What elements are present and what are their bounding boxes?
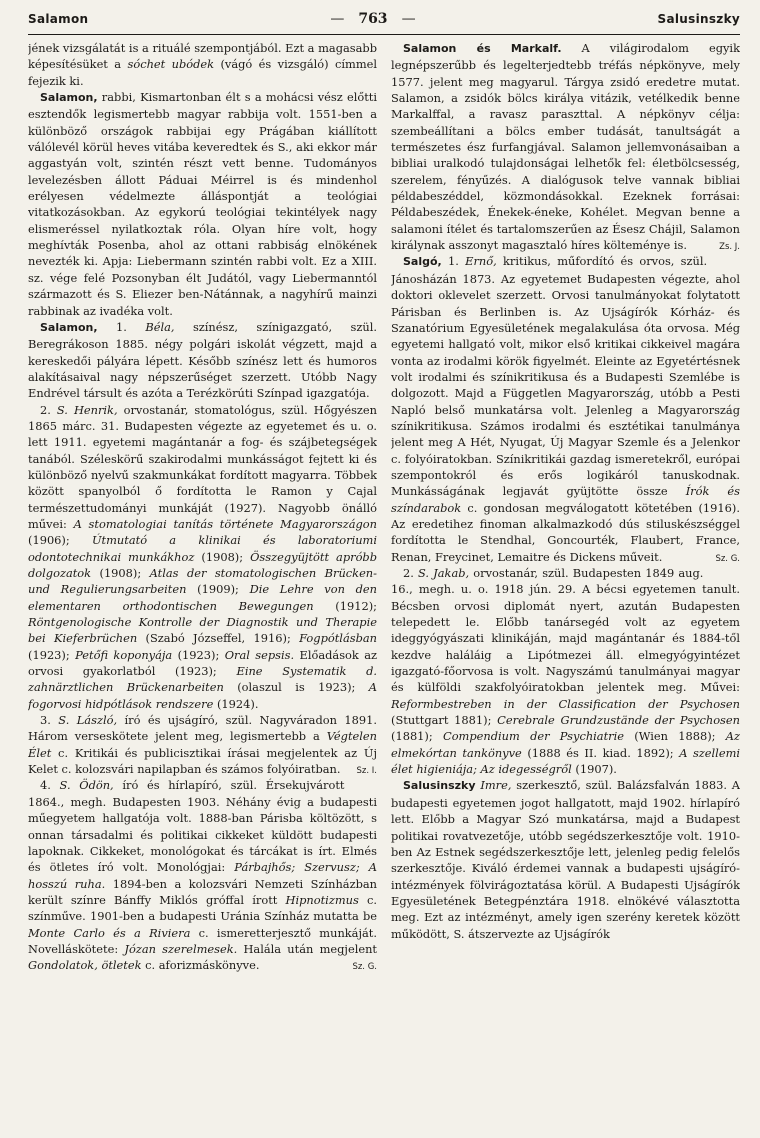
body-text: író és hírlapíró, szül. Érsekujvárott 1864., megh. Budapesten 1903. Néhány évig a budapesti műegyetem hallgatója volt. 1888-ban Párisba költözött, s onnan társadalmi és politikai cikkeket küldött budapesti lapoknak. Cikkeket, monológokat és tárcákat is írt. Elmés és ötletes író volt. Monológjai:	[28, 778, 377, 875]
body-text: 1.	[97, 319, 146, 334]
body-text: (1912);	[313, 598, 377, 613]
italic-title: Az elmekórtan tankönyve	[391, 729, 740, 760]
body-text: orvostanár, szül. Budapesten 1849 aug. 16., megh. u. o. 1918 jún. 29. A bécsi egyetemen tanult. Bécsben orvosi diplomát nyert, azután Budapesten telepedett le. Előbb tanársegéd volt az egyetem ideggyógyászati klinikáján, majd magántanár és 1884-től kezdve haláláig a Lipótmezei áll. elmegyógyintézet igazgató-főorvosa is volt. Nagyszámú tanulmányai magyar és külföldi szakfolyóiratokban jelentek meg. Művei:	[391, 566, 740, 695]
text-paragraph	[28, 40, 377, 89]
italic-title: Die Lehre von den elementaren orthodontischen Bewegungen	[28, 582, 377, 613]
body-text: (1907).	[571, 762, 617, 777]
italic-title: Összegyüjtött apróbb dolgozatok	[28, 549, 377, 580]
text-paragraph	[28, 712, 377, 777]
body-text: szerkesztő, szül. Balázsfalván 1883. A budapesti egyetemen jogot hallgatott, majd 1902. hírlapíró lett. Előbb a Magyar Szó munkatársa, majd a Budapest politikai rovatvezetője, utóbb segédszerkesztője volt. 1910-ben Az Estnek segédszerkesztője lett, jelenleg pedig felelős szerkesztője. Kiváló érdemei vannak a budapesti ujságíró-intézmények fölvirágoztatása körül. A Budapesti Ujságírók Egyesületének Betegpénztára 1918. elnökévé választotta meg. Ezt az intézményt, amely igen szerény keretek között működött, S. átszervezte az Ujságírók	[391, 778, 740, 941]
italic-title: A szellemi élet higieniája; Az idegességről	[391, 745, 740, 777]
entry-headword: Salgó,	[403, 255, 442, 269]
italic-title: Gondolatok, ötletek	[28, 958, 142, 973]
body-text: kritikus, műfordító és orvos, szül. Jánosházán 1873. Az egyetemet Budapesten végezte, ahol doktori oklevelet szerzett. Orvosi tanulmányokat folytatott Párisban és Berlinben is. Az Ujságírók Kórház- és Szanatórium Egyesületének megalakulása óta orvosa. Még egyetemi hallgató volt, mikor első kritikai cikkeivel magára vonta az irodalmi körök figyelmét. Eleinte az Egyetértésnek volt irodalmi és színikritikusa és a Budapesti Szemlébe is dolgozott. Majd a Független Magyarország, utóbb a Pesti Napló belső munkatársa volt. Jelenleg a Magyarország színikritikusa. Számos irodalmi és esztétikai tanulmánya jelent meg A Hét, Nyugat, Új Magyar Szemle és a Jelenkor c. folyóiratokban. Színikritikái gazdag ismeretekről, európai szempontokról és erős logikáról tanuskodnak. Munkásságának legjavát gyüjtötte össze	[391, 254, 740, 499]
body-text: c. színműve. 1901-ben a budapesti Uránia Színház mutatta be	[28, 892, 377, 924]
body-text: író és ujságíró, szül. Nagyváradon 1891. Három verseskötete jelent meg, legismertebb a	[28, 713, 377, 744]
body-text: (Wien 1888);	[624, 729, 726, 744]
italic-title: Józan szerelmesek.	[124, 941, 238, 956]
body-text: (1909);	[186, 582, 250, 597]
entry-paragraph	[28, 89, 377, 319]
body-text: c. aforizmáskönyve.	[141, 958, 260, 973]
body-text: színész, színigazgató, szül. Beregrákoson 1885. négy polgári iskolát végzett, majd a kereskedői pályára lépett. Később színész lett és humoros alakításaival nagy népszerűséget szerzett. Utóbb Nagy Endrével társult és azóta a Terézkörúti Színpad igazgatója.	[28, 319, 377, 401]
italic-title: sóchet ubódek	[127, 57, 215, 72]
body-text: (1906);	[28, 533, 92, 548]
running-head-left: Salamon	[28, 12, 89, 26]
body-text: (vágó és vizsgáló) címmel fejezik ki.	[28, 57, 377, 88]
author-signature: Sz. G.	[352, 962, 377, 973]
italic-title: Cerebrale Grundzustände der Psychosen	[497, 713, 740, 728]
running-header	[28, 8, 740, 30]
italic-title: Atlas der stomatologischen Brücken- und Regulierungsarbeiten	[28, 566, 377, 597]
entry-headword: Salamon,	[40, 91, 98, 105]
page-number: — 763 —	[316, 11, 429, 27]
italic-title: A stomatologiai tanítás története Magyarországon	[73, 516, 377, 531]
entry-paragraph	[391, 40, 740, 253]
italic-title: Hipnotizmus	[285, 892, 359, 907]
body-text: Előadások az orvosi gyakorlatból (1923);	[28, 647, 377, 679]
italic-title: Útmutató a klinikai és laboratoriumi odontotechnikai munkákhoz	[28, 533, 377, 564]
body-text: (1923);	[172, 647, 225, 662]
italic-title: S. Ödön,	[59, 778, 114, 793]
text-columns	[28, 40, 740, 1128]
italic-title: S. Henrik,	[56, 402, 118, 417]
entry-paragraph	[391, 253, 740, 565]
italic-title: Röntgenologische Kontrolle der Diagnostik und Therapie bei Kieferbrüchen	[28, 615, 377, 646]
entry-headword: Salusinszky	[403, 779, 476, 793]
text-paragraph	[28, 402, 377, 713]
text-paragraph	[28, 777, 377, 973]
right-column	[391, 40, 740, 1128]
italic-title: Fogpótlásban	[299, 631, 377, 646]
italic-title: Írók és színdarabok	[391, 484, 740, 515]
author-signature: Sz. G.	[715, 553, 740, 564]
body-text: (Stuttgart 1881);	[391, 713, 498, 728]
body-text: 1894-ben a kolozsvári Nemzeti Színházban került színre Bánffy Miklós gróffal írott	[28, 876, 377, 907]
italic-title: Végtelen Élet	[28, 729, 377, 760]
italic-title: Ernő,	[465, 254, 497, 269]
body-text: 1.	[441, 254, 466, 269]
italic-title: Béla,	[145, 319, 175, 334]
body-text: (1908);	[91, 566, 150, 580]
italic-title: Párbajhős; Szervusz; A hosszú ruha.	[28, 860, 377, 891]
body-text: A világirodalom egyik legnépszerűbb és legelterjedtebb tréfás népkönyve, mely 1577. jelent meg magyarul. Tárgya zsidó eredetre mutat. Salamon, a zsidók bölcs királya vitázik, vetélkedik benne Markalffal, a ravasz paraszttal. A népkönyv célja: szembeállítani a bölcs ember tudását, tanultságát a természetes ész furfangjával. Salamon jellemvonásaiban a bibliai uralkodó tulajdonságai lelhetők fel: életbölcsesség, szerelem, fényűzés. A dialógusok telve vannak bibliai példabeszéddel, közmondásokkal. Ezeknek forrásai: Példabeszédek, Énekek-éneke, Kohélet. Megvan benne a salamoni ítélet és tartalomszerűen az Ésesz Chájil, Salamon királynak asszonyt magasztaló híres költeménye is.	[391, 41, 740, 253]
body-text: (1908);	[194, 549, 251, 564]
italic-title: S. Jakab,	[418, 566, 470, 580]
body-text: (olaszul is 1923);	[223, 680, 369, 695]
body-text: 2.	[403, 566, 419, 580]
italic-title: S. László,	[58, 713, 118, 728]
italic-title: Monte Carlo és a Riviera	[28, 925, 191, 940]
body-text: (1923);	[28, 647, 76, 662]
body-text: jének vizsgálatát is a rituálé szempontjából. Ezt a magasabb képesítésüket a	[28, 41, 377, 72]
body-text: (1888 és II. kiad. 1892);	[521, 745, 680, 760]
entry-headword: Salamon,	[40, 320, 98, 334]
body-text: orvostanár, stomatológus, szül. Hőgyészen 1865 márc. 31. Budapesten végezte az egyetemet és u. o. lett 1911. egyetemi magántanár a fog- és szájbetegségek tanából. Széleskörű szakirodalmi munkásságot fejtett ki és különböző nyelvű szakmunkákat fordított magyarra. Többek között spanyolból ő fordította le Ramon y Cajal természettudományi munkáját (1927). Nagyobb önálló művei:	[28, 402, 377, 531]
entry-paragraph	[28, 319, 377, 402]
body-text: c. Kritikái és publicisztikai írásai megjelentek az Új Kelet c. kolozsvári napilapban és számos folyóiratban.	[28, 745, 377, 777]
body-text: c. ismeretterjesztő munkáját. Novelláskötete:	[28, 925, 377, 956]
body-text: 3.	[40, 713, 59, 728]
running-head-right: Salusinszky	[657, 12, 740, 26]
italic-title: A fogorvosi hidpótlások rendszere	[28, 680, 377, 711]
entry-headword: Salamon és Markalf.	[403, 42, 562, 55]
author-signature: Sz. I.	[356, 766, 377, 777]
body-text: 2.	[40, 402, 57, 417]
body-text: (Szabó Józseffel, 1916);	[137, 631, 300, 646]
body-text: 4.	[40, 778, 60, 793]
italic-title: Eine Systematik d. zahnärztlichen Brückenarbeiten	[28, 664, 377, 695]
body-text: rabbi, Kismartonban élt s a mohácsi vész előtti esztendők legismertebb magyar rabbija volt. 1551-ben a különböző országok rabbijai egy Prágában kiállított válólevél körül heves vitába keveredtek és S., aki ekkor már aggastyán volt, szintén részt vett benne. Tudományos levelezésben állott Páduai Méirrel is és mindenhol erélyesen védelmezte álláspontját a teológiai vitatkozásokban. Az egykorú teológiai tekintélyek nagy elismeréssel nyilatkoztak róla. Olyan híre volt, hogy meghívták Posenba, ahol az ottani rabbiság elnökének nevezték ki. Apja: Liebermann szintén rabbi volt. Ez a XIII. sz. vége felé Pozsonyban élt Judától, vagy Liebermanntól származott és S. Eliezer ben-Nátánnak, a nagyhírű mainzi rabbinak az ivadéka volt.	[28, 90, 377, 318]
entry-paragraph	[391, 777, 740, 941]
body-text: Halála után megjelent	[237, 941, 377, 956]
body-text: c. gondosan megválogatott kötetében (1916). Az eredetihez finoman alkalmazkodó dús stiluskészséggel fordította le Stendhal, Goncourték, Flaubert, France, Renan, Freycinet, Lemaitre és Dickens műveit.	[391, 500, 740, 564]
author-signature: Zs. J.	[719, 242, 740, 253]
italic-title: Oral sepsis.	[224, 647, 295, 662]
italic-title: Compendium der Psychiatrie	[442, 729, 625, 744]
italic-title: Reformbestreben in der Classification der Psychosen	[391, 696, 740, 711]
body-text: (1881);	[391, 729, 443, 744]
italic-title: Imre,	[480, 778, 512, 793]
header-rule	[28, 34, 740, 35]
body-text: (1924).	[213, 696, 259, 711]
text-paragraph	[391, 565, 740, 777]
italic-title: Petőfi koponyája	[75, 647, 173, 662]
left-column	[28, 40, 377, 1128]
